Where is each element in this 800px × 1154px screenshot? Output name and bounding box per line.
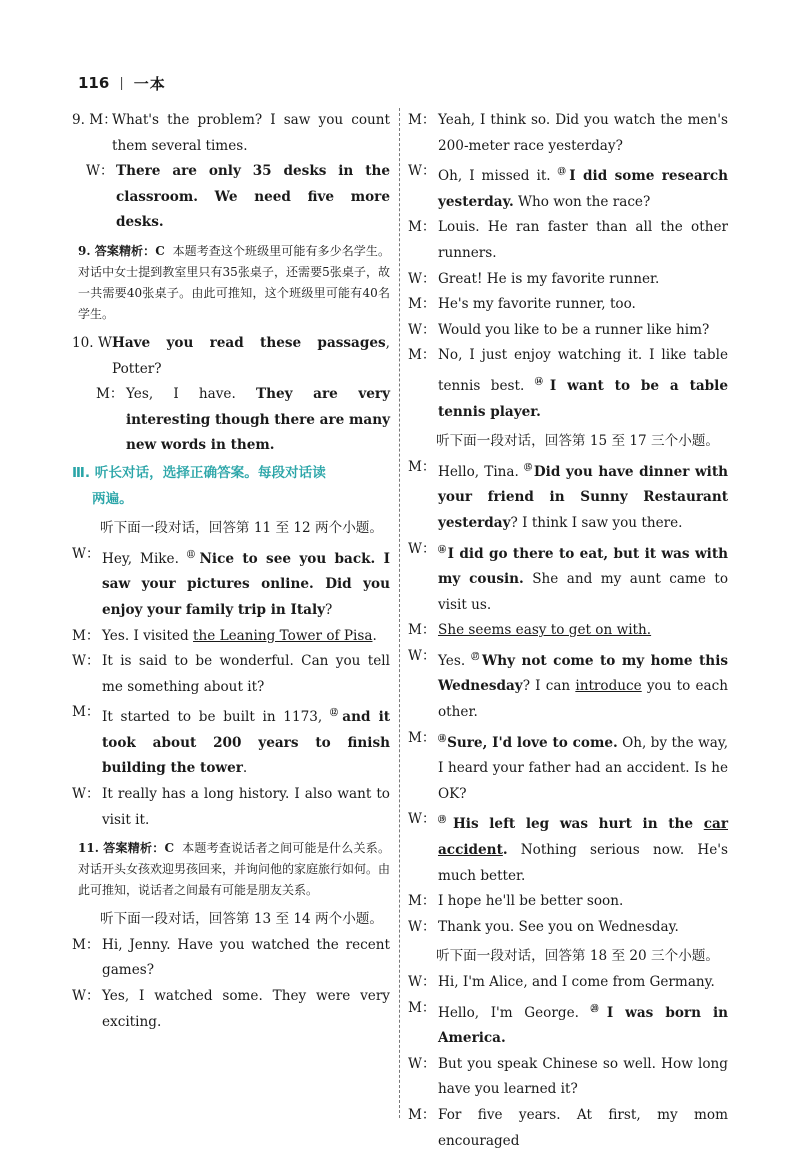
section-title-line1: Ⅲ. 听长对话，选择正确答案。每段对话读 [72,464,326,481]
page-header [78,72,166,94]
dialogue-text: Thank you. See you on Wednesday. [438,918,679,935]
speaker-label: M： [408,219,436,236]
dialogue-intro-13-14: 听下面一段对话，回答第 13 至 14 两个小题。 [100,911,383,928]
d4-w2-line [408,1052,728,1103]
section-title-line2: 两遍。 [92,490,133,507]
header-separator: | [119,75,124,91]
plain: Yes, I have. [126,386,256,403]
dialogue-text: Great! He is my favorite runner. [438,270,660,287]
marker-11: ⑪ [186,548,199,559]
plain: Hello, Tina. [438,463,525,480]
speaker-label: M： [408,1106,436,1123]
dialogue-text [102,542,390,624]
dialogue-text [438,537,728,619]
highlight: I did go there to eat, but it was with my cousin. [438,545,728,588]
marker-20: ⑳ [590,1002,606,1013]
plain: Yes. I visited [102,627,194,644]
plain: She and my aunt came to visit us. [438,571,728,613]
speaker-label: M： [408,112,436,128]
plain: . [242,760,248,777]
d2-m4-line [408,292,728,318]
dialogue-intro-15-17: 听下面一段对话，回答第 15 至 17 三个小题。 [436,433,719,450]
d2-m5-line [408,343,728,425]
speaker-label: M： [408,729,436,746]
dialogue-text [438,644,728,726]
dialogue-text: I hope he'll be better soon. [438,893,624,910]
plain: Oh, I missed it. [438,168,558,185]
section-heading [72,461,390,512]
marker-17: ⑰ [471,650,481,661]
analysis-text: 本题考查说话者之间可能是什么关系。对话开头女孩欢迎男孩回来，并询问他的家庭旅行如何。由此可推知，说话者之间最有可能是朋友关系。 [78,841,391,898]
analysis-tag: 9. 答案精析：C [78,243,165,258]
q9-w-line [72,159,390,236]
highlight: I want to be a table tennis player. [438,377,728,420]
plain: , Potter? [112,334,390,377]
speaker-label: W： [408,647,436,664]
d3-w2-line [408,644,728,726]
speaker-label: W： [86,163,114,180]
marker-16: ⑯ [438,543,447,554]
marker-18: ⑱ [438,732,447,743]
d3-w3-line [408,807,728,889]
speaker-label: M： [72,936,100,953]
plain: Yes. [438,652,472,669]
analysis-tag: 11. 答案精析：C [78,841,175,856]
highlight: Nice to see you back. I saw your pictures online. Did you enjoy your family trip in Italy [102,550,391,618]
dialogue-text: For five years. At first, my mom encouraged [438,1106,728,1149]
plain: ? I can [522,678,576,695]
d2-m3-line [408,215,728,266]
marker-13: ⑬ [557,166,569,177]
q9-m-line [72,108,390,159]
speaker-label: M： [408,458,436,475]
d2-w3-line [408,267,728,293]
highlight: Sure, I'd love to come. [447,734,618,751]
speaker-label: 9. M： [72,112,117,128]
speaker-label: W： [72,786,100,803]
highlight: Did you have dinner with your friend in Sunny Restaurant yesterday [438,463,728,531]
speaker-label: M： [72,704,100,721]
plain: It started to be built in 1173, [102,709,330,726]
plain: . [372,627,377,644]
speaker-label: W： [408,321,436,338]
speaker-label: W： [408,1055,436,1072]
plain: Nothing serious now. He's much better. [438,842,728,884]
highlight: I was born in America. [438,1004,729,1047]
dialogue-text: Louis. He ran faster than all the other runners. [438,219,728,261]
plain: ? [325,601,333,618]
underlined: She seems easy to get on with. [438,622,652,639]
dialogue-text: Yeah, I think so. Did you watch the men's 200-meter race yesterday? [438,112,728,154]
page-number: 116 [78,74,110,92]
marker-14: ⑭ [534,375,549,386]
dialogue-text: But you speak Chinese so well. How long have you learned it? [438,1055,728,1098]
dialogue-intro-11-12: 听下面一段对话，回答第 11 至 12 两个小题。 [100,520,383,537]
d2-m2-line [408,108,728,159]
d2-m1-line [72,933,390,984]
highlight: . [502,842,508,859]
analysis-text: 本题考查这个班级里可能有多少名学生。对话中女士提到教室里只有35张桌子，还需要5张桌子，故一共需要40张桌子。由此可推知，这个班级里可能有40名学生。 [78,243,390,321]
speaker-label: W： [408,918,436,935]
dialogue-text [438,343,728,425]
d2-w2-line [408,159,728,215]
d3-m2-line [408,618,728,644]
speaker-label: M： [408,893,436,910]
answer-analysis-9 [78,241,390,325]
d3-w4-line [408,915,728,941]
d2-w4-line [408,318,728,344]
speaker-label: W： [408,270,436,287]
dialogue-text [102,700,390,782]
d3-m3-line [408,726,728,808]
d1-w1-line [72,542,390,624]
highlight: They are very interesting though there are many new words in them. [126,386,390,454]
speaker-label: M： [408,622,436,639]
plain: Who won the race? [513,193,651,210]
answer-analysis-11 [78,838,390,901]
d3-m4-line [408,889,728,915]
dialogue-text [126,382,390,459]
q10-m-line [72,382,390,459]
dialogue-text [438,996,728,1052]
underlined: the Leaning Tower of Pisa [193,627,373,644]
d3-m1-line [408,455,728,537]
dialogue-text: Yes, I watched some. They were very exciting. [102,988,390,1030]
dialogue-text: Hi, I'm Alice, and I come from Germany. [438,974,715,990]
speaker-label: M： [408,347,436,364]
speaker-label: W： [408,974,436,990]
column-divider [399,108,400,1118]
highlight: Have you read these passages [112,334,386,351]
speaker-label: W： [72,988,100,1005]
dialogue-text: Would you like to be a runner like him? [438,321,710,338]
marker-12: ⑫ [329,707,342,718]
underlined: car accident [438,816,728,859]
speaker-label: W： [408,163,436,180]
speaker-label: W： [72,653,100,670]
dialogue-text [438,618,728,644]
dialogue-text: There are only 35 desks in the classroom. We need five more desks. [116,163,390,231]
d1-m2-line [72,700,390,782]
dialogue-text: Hi, Jenny. Have you watched the recent games? [102,936,390,979]
marker-15: ⑮ [524,461,533,472]
plain: Hello, I'm George. [438,1004,591,1021]
dialogue-intro-18-20: 听下面一段对话，回答第 18 至 20 三个小题。 [436,948,719,965]
speaker-label: M： [408,999,436,1016]
dialogue-text [112,331,390,382]
dialogue-text [438,455,728,537]
d4-m2-line [408,1103,728,1154]
right-column [408,108,728,1154]
speaker-label: M： [96,386,124,403]
highlight: I did some research yesterday. [438,168,728,210]
d1-w2-line [72,649,390,700]
plain: No, I just enjoy watching it. I like table tennis best. [438,347,728,394]
speaker-label: M： [72,627,100,644]
plain: you to each other. [438,678,728,721]
highlight: and it took about 200 years to finish building the tower [102,709,391,777]
dialogue-text [438,726,728,808]
plain: Hey, Mike. [102,550,187,567]
underlined: introduce [575,678,642,695]
plain: Oh, by the way, I heard your father had an accident. Is he OK? [438,734,729,802]
speaker-label: M： [408,296,436,313]
d3-w1-line [408,537,728,619]
dialogue-text: It really has a long history. I also want to visit it. [102,786,390,828]
dialogue-text: It is said to be wonderful. Can you tell me something about it? [102,653,390,695]
d4-w1-line [408,970,728,996]
speaker-label: W： [72,545,100,562]
dialogue-text [438,159,728,215]
dialogue-text [438,807,728,889]
d1-w3-line [72,782,390,833]
book-title: 一本 [133,74,166,93]
q10-w-line [72,331,390,382]
dialogue-text: He's my favorite runner, too. [438,296,636,313]
d4-m1-line [408,996,728,1052]
speaker-label: W： [408,540,436,557]
speaker-label: W： [408,811,436,828]
d1-m1-line [72,624,390,650]
dialogue-text [102,624,390,650]
marker-19: ⑲ [438,814,452,825]
highlight: His left leg was hurt in the [452,816,704,833]
plain: ? I think I saw you there. [510,514,683,531]
left-column [72,108,390,1035]
d2-w1-line [72,984,390,1035]
highlight: Why not come to my home this Wednesday [438,652,729,695]
speaker-label: 10. W： [72,334,126,351]
dialogue-text: What's the problem? I saw you count them several times. [112,112,390,154]
